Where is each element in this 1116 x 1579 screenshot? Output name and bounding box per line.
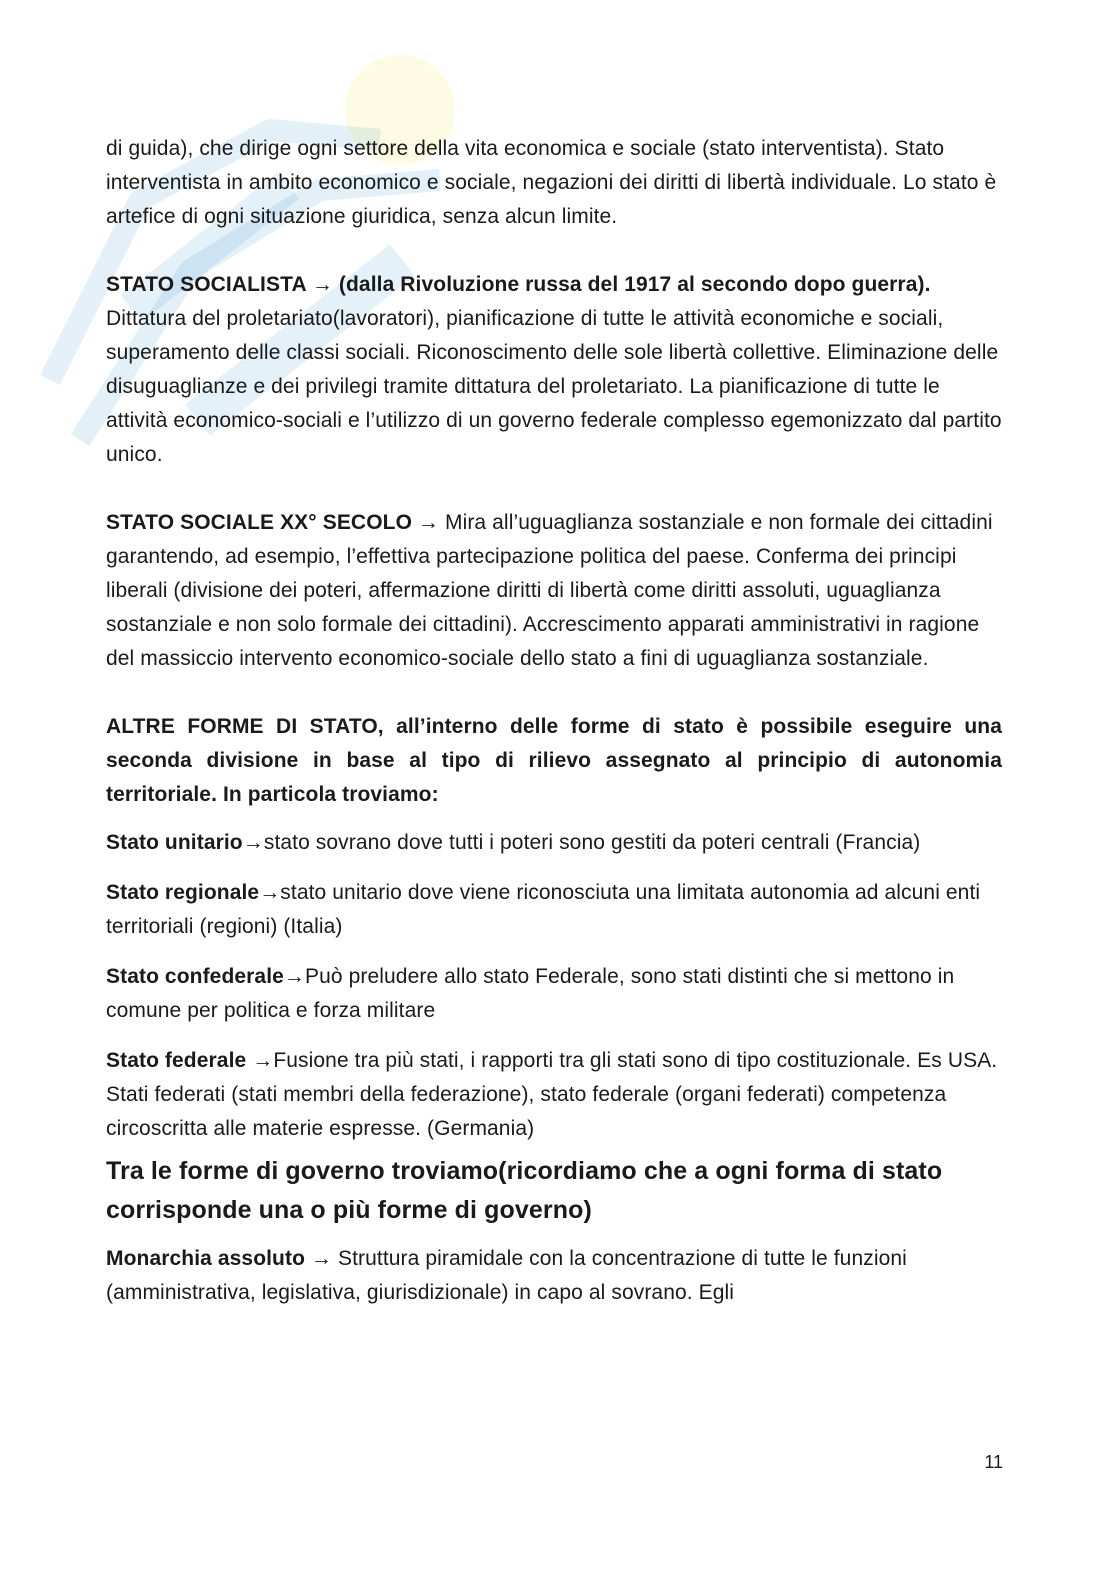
paragraph-stato-socialista xyxy=(106,268,1002,472)
stato-socialista-label: STATO SOCIALISTA → (dalla Rivoluzione russa del 1917 al secondo dopo guerra). xyxy=(106,273,931,296)
paragraph-altre-forme: ALTRE FORME DI STATO, all’interno delle forme di stato è possibile eseguire una seconda divisione in base al tipo di rilievo assegnato al principio di autonomia territoriale. In particola troviamo: xyxy=(106,715,1002,806)
paragraph-stato-federale xyxy=(106,1044,1002,1146)
stato-unitario-text: stato sovrano dove tutti i poteri sono gestiti da poteri centrali (Francia) xyxy=(263,831,921,854)
stato-federale-text: Fusione tra più stati, i rapporti tra gli stati sono di tipo costituzionale. Es USA. Stati federati (stati membri della federazione), stato federale (organi federati) competenza circoscritta alle materie espresse. (Germania) xyxy=(106,1049,998,1140)
stato-sociale-label: STATO SOCIALE XX° SECOLO → xyxy=(106,511,440,534)
section-heading-forme-di-governo: Tra le forme di governo troviamo(ricordiamo che a ogni forma di stato corrisponde una o più forme di governo) xyxy=(106,1157,943,1224)
stato-federale-label: Stato federale → xyxy=(106,1049,274,1072)
monarchia-assoluto-text: Struttura piramidale con la concentrazione di tutte le funzioni (amministrativa, legislativa, giurisdizionale) in capo al sovrano. Egli xyxy=(106,1247,907,1304)
stato-socialista-text: Dittatura del proletariato(lavoratori), pianificazione di tutte le attività economiche e sociali, superamento delle classi sociali. Riconoscimento delle sole libertà collettive. Eliminazione delle disuguaglianze e dei privilegi tramite dittatura del proletariato. La pianificazione di tutte le attività economico-sociali e l’utilizzo di un governo federale complesso egemonizzato dal partito unico. xyxy=(106,307,1002,466)
monarchia-assoluto-label: Monarchia assoluto → xyxy=(106,1247,333,1270)
stato-confederale-label: Stato confederale→ xyxy=(106,965,306,988)
stato-regionale-text: stato unitario dove viene riconosciuta una limitata autonomia ad alcuni enti territoriali (regioni) (Italia) xyxy=(106,881,981,938)
paragraph-stato-confederale xyxy=(106,960,1002,1028)
page-content xyxy=(106,132,1002,1310)
paragraph-stato-sociale xyxy=(106,506,1002,676)
stato-unitario-label: Stato unitario→ xyxy=(106,831,264,854)
paragraph-stato-regionale xyxy=(106,876,1002,944)
stato-regionale-label: Stato regionale→ xyxy=(106,881,281,904)
paragraph-monarchia-assoluto xyxy=(106,1242,1002,1310)
stato-sociale-text: Mira all’uguaglianza sostanziale e non formale dei cittadini garantendo, ad esempio, l’effettiva partecipazione politica del paese. Conferma dei principi liberali (divisione dei poteri, affermazione diritti di libertà come diritti assoluti, uguaglianza sostanziale e non solo formale dei cittadini). Accrescimento apparati amministrativi in ragione del massiccio intervento economico-sociale dello stato a fini di uguaglianza sostanziale. xyxy=(106,511,993,670)
paragraph-stato-unitario xyxy=(106,826,1002,860)
paragraph-interventista: di guida), che dirige ogni settore della vita economica e sociale (stato interventista). Stato interventista in ambito economico e sociale, negazioni dei diritti di libertà individuale. Lo stato è artefice di ogni situazione giuridica, senza alcun limite. xyxy=(106,137,997,228)
stato-confederale-text: Può preludere allo stato Federale, sono stati distinti che si mettono in comune per politica e forza militare xyxy=(106,965,955,1022)
page-number: 11 xyxy=(984,1452,1003,1472)
